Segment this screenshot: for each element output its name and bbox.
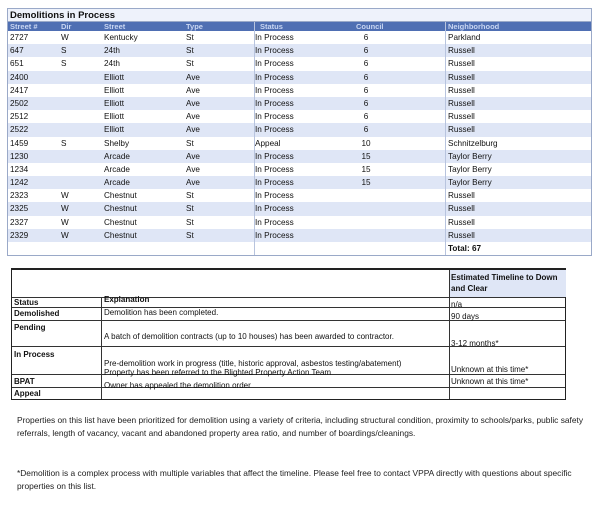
legend-header-explanation: Explanation — [104, 295, 150, 304]
legend-status-bpat: BPAT — [14, 377, 35, 386]
footnote: *Demolition is a complex process with multiple variables that affect the timeline. Please feel free to contact VPPA directly with questions about specific properties on this list. — [17, 468, 572, 491]
cell-neighborhood: Russell — [448, 230, 475, 240]
table-row — [8, 189, 591, 202]
cell-status: In Process — [255, 151, 294, 161]
legend-timeline-in-process: 3-12 months* — [451, 339, 499, 348]
cell-council: 6 — [363, 33, 369, 42]
cell-status: In Process — [255, 230, 294, 240]
cell-neighborhood: Russell — [448, 112, 475, 122]
cell-status: In Process — [255, 125, 294, 135]
cell-street-number: 1234 — [10, 164, 29, 174]
total-count: Total: 67 — [448, 244, 482, 253]
cell-neighborhood: Russell — [448, 85, 475, 95]
table-row — [8, 150, 591, 163]
table-row — [8, 110, 591, 123]
cell-neighborhood: Parkland — [448, 33, 481, 42]
legend-timeline-demolished: n/a — [451, 300, 463, 309]
cell-street: Elliott — [104, 125, 125, 135]
cell-direction: S — [61, 138, 67, 148]
cell-type: Ave — [186, 72, 200, 82]
cell-street-number: 2502 — [10, 98, 29, 108]
cell-status: In Process — [255, 72, 294, 82]
header-street-number: Street # — [10, 22, 38, 31]
legend-explanation-pending: A batch of demolition contracts (up to 10 houses) has been awarded to contractor. — [104, 332, 394, 341]
cell-neighborhood: Russell — [448, 125, 475, 135]
cell-street: Elliott — [104, 85, 125, 95]
cell-street: Chestnut — [104, 191, 137, 201]
cell-street: 24th — [104, 59, 120, 69]
cell-type: St — [186, 204, 194, 214]
cell-street-number: 1230 — [10, 151, 29, 161]
cell-street-number: 2417 — [10, 85, 29, 95]
cell-type: Ave — [186, 151, 200, 161]
cell-status: In Process — [255, 191, 294, 201]
cell-street-number: 2512 — [10, 112, 29, 122]
table-row — [8, 202, 591, 215]
cell-street: Elliott — [104, 72, 125, 82]
cell-street: Chestnut — [104, 217, 137, 227]
cell-street: Chestnut — [104, 230, 137, 240]
header-type: Type — [186, 22, 203, 31]
table-row — [8, 44, 591, 57]
cell-council: 6 — [363, 72, 369, 82]
cell-direction: W — [61, 191, 69, 201]
cell-neighborhood: Russell — [448, 204, 475, 214]
cell-direction: W — [61, 217, 69, 227]
table-row — [8, 57, 591, 70]
cell-direction: W — [61, 230, 69, 240]
cell-street-number: 1242 — [10, 178, 29, 188]
cell-type: Ave — [186, 125, 200, 135]
cell-neighborhood: Russell — [448, 46, 475, 56]
cell-type: St — [186, 230, 194, 240]
legend-status-pending: Pending — [14, 323, 46, 332]
cell-street: Elliott — [104, 98, 125, 108]
cell-status: Appeal — [255, 138, 281, 148]
cell-neighborhood: Taylor Berry — [448, 178, 492, 188]
table-row — [8, 229, 591, 242]
cell-type: St — [186, 59, 194, 69]
legend-status-demolished: Demolished — [14, 309, 60, 318]
cell-type: St — [186, 217, 194, 227]
table-row — [8, 163, 591, 176]
cell-status: In Process — [255, 98, 294, 108]
cell-direction: S — [61, 46, 67, 56]
cell-neighborhood: Taylor Berry — [448, 151, 492, 161]
header-status: Status — [260, 22, 283, 31]
cell-council: 6 — [363, 112, 369, 122]
cell-council: 15 — [361, 151, 371, 161]
header-neighborhood: Neighborhood — [448, 22, 500, 31]
status-legend-table — [11, 268, 566, 400]
legend-status-in-process: In Process — [14, 350, 55, 359]
table-row — [8, 97, 591, 110]
cell-street-number: 2522 — [10, 125, 29, 135]
cell-street: Chestnut — [104, 204, 137, 214]
cell-status: In Process — [255, 33, 294, 42]
legend-timeline-bpat: Unknown at this time* — [451, 365, 529, 374]
cell-street: Arcade — [104, 164, 130, 174]
table-row — [8, 71, 591, 84]
legend-timeline-appeal: Unknown at this time* — [451, 377, 529, 386]
table-row — [8, 137, 591, 150]
cell-neighborhood: Russell — [448, 98, 475, 108]
cell-street-number: 2323 — [10, 191, 29, 201]
cell-status: In Process — [255, 46, 294, 56]
cell-type: Ave — [186, 164, 200, 174]
header-dir: Dir — [61, 22, 72, 31]
cell-type: St — [186, 138, 194, 148]
cell-type: St — [186, 191, 194, 201]
cell-neighborhood: Russell — [448, 191, 475, 201]
cell-status: In Process — [255, 217, 294, 227]
cell-type: St — [186, 46, 194, 56]
legend-explanation-bpat: Property has been referred to the Blighted Property Action Team — [104, 368, 332, 377]
cell-direction: S — [61, 59, 67, 69]
table-row — [8, 84, 591, 97]
cell-status: In Process — [255, 112, 294, 122]
cell-street: Kentucky — [104, 33, 138, 42]
cell-street-number: 2325 — [10, 204, 29, 214]
legend-explanation-in-process: Pre-demolition work in progress (title, historic approval, asbestos testing/abatement) — [104, 359, 402, 368]
cell-neighborhood: Russell — [448, 72, 475, 82]
cell-street-number: 1459 — [10, 138, 29, 148]
cell-council: 6 — [363, 46, 369, 56]
table-body — [8, 31, 591, 242]
cell-neighborhood: Taylor Berry — [448, 164, 492, 174]
cell-status: In Process — [255, 85, 294, 95]
cell-neighborhood: Russell — [448, 217, 475, 227]
cell-type: Ave — [186, 178, 200, 188]
table-row — [8, 216, 591, 229]
legend-status-appeal: Appeal — [14, 389, 41, 398]
header-council: Council — [356, 22, 384, 31]
legend-header-status: Status — [14, 298, 39, 307]
legend-header-timeline: Estimated Timeline to Down and Clear — [449, 270, 566, 297]
cell-council: 6 — [363, 125, 369, 135]
demolitions-table — [7, 8, 592, 256]
cell-type: Ave — [186, 112, 200, 122]
cell-street: Arcade — [104, 151, 130, 161]
cell-status: In Process — [255, 59, 294, 69]
table-row — [8, 176, 591, 189]
cell-status: In Process — [255, 164, 294, 174]
cell-street-number: 651 — [10, 59, 24, 69]
cell-street: Elliott — [104, 112, 125, 122]
cell-street: Arcade — [104, 178, 130, 188]
total-row — [8, 242, 591, 255]
cell-neighborhood: Russell — [448, 59, 475, 69]
cell-council: 6 — [363, 98, 369, 108]
cell-council: 15 — [361, 178, 371, 188]
cell-street-number: 2400 — [10, 72, 29, 82]
cell-type: St — [186, 33, 194, 42]
table-header — [8, 22, 591, 31]
cell-type: Ave — [186, 98, 200, 108]
cell-council: 15 — [361, 164, 371, 174]
cell-street-number: 2329 — [10, 230, 29, 240]
cell-direction: W — [61, 204, 69, 214]
priority-note: Properties on this list have been prioritized for demolition using a variety of criteria, including structural condition, proximity to schools/parks, public safety referrals, length of vacancy, vacant and abandoned property area ratio, and number of boardings/cleanings. — [17, 415, 584, 438]
cell-direction: W — [61, 33, 69, 42]
cell-council: 6 — [363, 85, 369, 95]
table-title: Demolitions in Process — [8, 9, 591, 22]
legend-timeline-pending: 90 days — [451, 312, 480, 321]
table-row — [8, 123, 591, 136]
cell-council: 6 — [363, 59, 369, 69]
table-row — [8, 31, 591, 44]
cell-type: Ave — [186, 85, 200, 95]
cell-street-number: 2727 — [10, 33, 29, 42]
legend-explanation-demolished: Demolition has been completed. — [104, 308, 219, 317]
cell-street-number: 647 — [10, 46, 24, 56]
legend-explanation-appeal: Owner has appealed the demolition order — [104, 381, 251, 390]
header-street: Street — [104, 22, 126, 31]
cell-status: In Process — [255, 178, 294, 188]
cell-council: 10 — [361, 138, 371, 148]
cell-street: 24th — [104, 46, 120, 56]
cell-status: In Process — [255, 204, 294, 214]
cell-neighborhood: Schnitzelburg — [448, 138, 498, 148]
cell-street: Shelby — [104, 138, 130, 148]
cell-street-number: 2327 — [10, 217, 29, 227]
